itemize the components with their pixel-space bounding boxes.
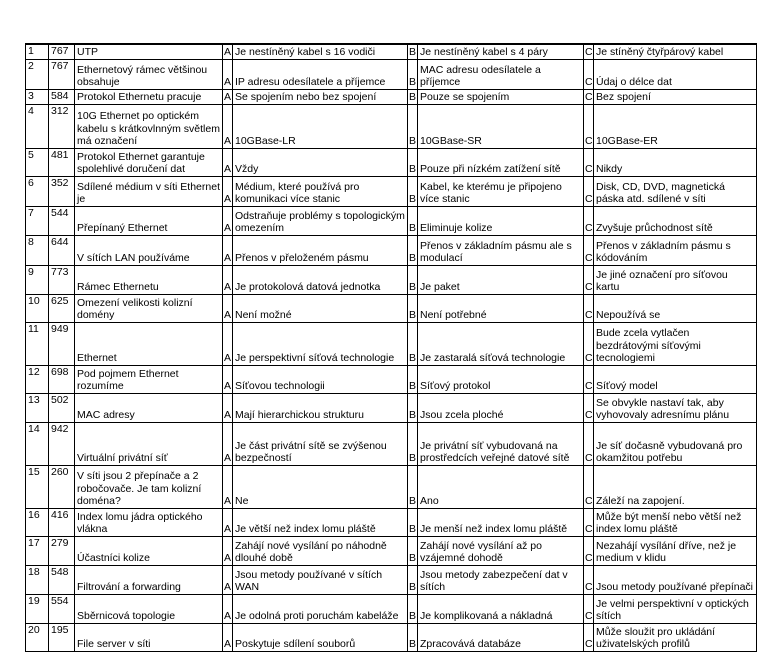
question-text: Rámec Ethernetu (75, 265, 223, 294)
option-letter-a: A (223, 176, 233, 206)
option-letter-a: A (223, 508, 233, 536)
question-text: Přepínaný Ethernet (75, 206, 223, 235)
option-letter-c: C (584, 235, 594, 265)
answer-c: Může sloužit pro ukládání uživatelských profilů (594, 623, 757, 651)
question-text: Ethernet (75, 322, 223, 365)
answer-b: Síťový protokol (418, 365, 584, 393)
option-letter-b: B (409, 91, 417, 103)
quiz-table (25, 43, 757, 652)
option-letter-c: C (584, 565, 594, 594)
question-code: 584 (49, 89, 75, 104)
question-number: 15 (26, 465, 49, 508)
option-letter-c: C (584, 508, 594, 536)
answer-b: MAC adresu odesílatele a příjemce (418, 59, 584, 89)
answer-b: 10GBase-SR (418, 104, 584, 148)
answer-b: Je komplikovaná a nákladná (418, 594, 584, 623)
option-letter-a: A (223, 422, 233, 465)
answer-a: Médium, které používá pro komunikaci více stanic (233, 176, 408, 206)
answer-c: Nepoužívá se (594, 294, 757, 322)
question-row (26, 465, 757, 508)
question-number: 19 (26, 594, 49, 623)
question-code: 942 (49, 422, 75, 465)
option-letter-b: B (408, 104, 418, 148)
option-letter-b: B (409, 46, 417, 58)
question-number: 4 (26, 104, 49, 148)
answer-c: Je jiné označení pro síťovou kartu (594, 265, 757, 294)
answer-c: Je stíněný čtyřpárový kabel (594, 44, 757, 59)
option-letter-a: A (223, 594, 233, 623)
option-letter-c: C (584, 422, 594, 465)
option-letter-c: C (585, 46, 593, 58)
question-number: 6 (26, 176, 49, 206)
question-code: 502 (49, 393, 75, 422)
answer-b: Jsou zcela ploché (418, 393, 584, 422)
option-letter-a: A (224, 46, 232, 58)
answer-c: Údaj o délce dat (594, 59, 757, 89)
question-text: Účastníci kolize (75, 536, 223, 565)
question-code: 644 (49, 235, 75, 265)
option-letter-b: B (408, 508, 418, 536)
option-letter-a: A (223, 148, 233, 176)
question-number: 12 (26, 365, 49, 393)
quiz-body (26, 44, 757, 651)
option-letter-a: A (223, 206, 233, 235)
answer-b: Pouze se spojením (418, 89, 584, 104)
question-row (26, 235, 757, 265)
option-letter-c: C (584, 294, 594, 322)
question-row (26, 393, 757, 422)
question-text: Index lomu jádra optického vlákna (75, 508, 223, 536)
question-code: 195 (49, 623, 75, 651)
answer-c: Bez spojení (594, 89, 757, 104)
question-number: 11 (26, 322, 49, 365)
question-text: 10G Ethernet po optickém kabelu s krátkovlnným světlem má označení (75, 104, 223, 148)
answer-a: Zahájí nové vysílání po náhodně dlouhé době (233, 536, 408, 565)
option-letter-a: A (223, 623, 233, 651)
answer-c: Zvyšuje průchodnost sítě (594, 206, 757, 235)
question-text: Filtrování a forwarding (75, 565, 223, 594)
question-row (26, 44, 757, 59)
question-number: 3 (26, 89, 49, 104)
option-letter-c: C (584, 176, 594, 206)
answer-a: Poskytuje sdílení souborů (233, 623, 408, 651)
option-letter-b: B (408, 565, 418, 594)
answer-a: Vždy (233, 148, 408, 176)
answer-b: Je menší než index lomu pláště (418, 508, 584, 536)
question-code: 544 (49, 206, 75, 235)
option-letter-b: B (408, 235, 418, 265)
question-text: Sběrnicová topologie (75, 594, 223, 623)
question-code: 767 (49, 59, 75, 89)
question-text: Omezení velikosti kolizní domény (75, 294, 223, 322)
option-letter-a: A (223, 322, 233, 365)
option-letter-c: C (584, 623, 594, 651)
option-letter-c: C (584, 206, 594, 235)
question-number: 10 (26, 294, 49, 322)
question-text: MAC adresy (75, 393, 223, 422)
question-text: Sdílené médium v síti Ethernet je (75, 176, 223, 206)
answer-c: Síťový model (594, 365, 757, 393)
option-letter-c: C (584, 594, 594, 623)
option-letter-c: C (584, 322, 594, 365)
answer-a: IP adresu odesílatele a příjemce (233, 59, 408, 89)
question-text: Protokol Ethernetu pracuje (75, 89, 223, 104)
question-row (26, 594, 757, 623)
question-code: 312 (49, 104, 75, 148)
option-letter-b: B (408, 393, 418, 422)
answer-b: Je nestíněný kabel s 4 páry (418, 44, 584, 59)
answer-b: Přenos v základním pásmu ale s modulací (418, 235, 584, 265)
question-text: V sítích LAN používáme (75, 235, 223, 265)
option-letter-c: C (584, 365, 594, 393)
answer-a: Není možné (233, 294, 408, 322)
option-letter-a: A (224, 91, 232, 103)
answer-b: Ano (418, 465, 584, 508)
answer-a: Je větší než index lomu pláště (233, 508, 408, 536)
answer-a: Je perspektivní síťová technologie (233, 322, 408, 365)
option-letter-b: B (408, 623, 418, 651)
answer-c: Je síť dočasně vybudovaná pro okamžitou potřebu (594, 422, 757, 465)
question-row (26, 422, 757, 465)
answer-a: Je část privátní sítě se zvýšenou bezpečností (233, 422, 408, 465)
question-code: 279 (49, 536, 75, 565)
answer-a: Ne (233, 465, 408, 508)
answer-b: Je privátní síť vybudovaná na prostředcích veřejné datové sítě (418, 422, 584, 465)
question-code: 352 (49, 176, 75, 206)
question-number: 7 (26, 206, 49, 235)
question-number: 17 (26, 536, 49, 565)
option-letter-a: A (223, 465, 233, 508)
option-letter-c: C (584, 536, 594, 565)
option-letter-b: B (408, 294, 418, 322)
answer-c: Nikdy (594, 148, 757, 176)
question-number: 5 (26, 148, 49, 176)
question-code: 481 (49, 148, 75, 176)
question-text: UTP (75, 44, 223, 59)
answer-c: Může být menší nebo větší než index lomu pláště (594, 508, 757, 536)
option-letter-c: C (585, 91, 593, 103)
option-letter-b: B (408, 265, 418, 294)
answer-c: Přenos v základním pásmu s kódováním (594, 235, 757, 265)
option-letter-a: A (223, 536, 233, 565)
answer-a: Je nestíněný kabel s 16 vodiči (233, 44, 408, 59)
answer-c: 10GBase-ER (594, 104, 757, 148)
question-number: 9 (26, 265, 49, 294)
option-letter-b: B (408, 422, 418, 465)
option-letter-a: A (223, 104, 233, 148)
question-row (26, 265, 757, 294)
question-code: 548 (49, 565, 75, 594)
question-number: 20 (26, 623, 49, 651)
answer-b: Je paket (418, 265, 584, 294)
answer-c: Nezahájí vysílání dříve, než je medium v klidu (594, 536, 757, 565)
option-letter-c: C (584, 465, 594, 508)
question-row (26, 89, 757, 104)
question-text: Virtuální privátní síť (75, 422, 223, 465)
question-row (26, 322, 757, 365)
question-code: 767 (49, 44, 75, 59)
question-row (26, 59, 757, 89)
answer-c: Bude zcela vytlačen bezdrátovými síťovými tecnologiemi (594, 322, 757, 365)
option-letter-a: A (223, 565, 233, 594)
question-code: 260 (49, 465, 75, 508)
question-code: 625 (49, 294, 75, 322)
answer-c: Je velmi perspektivní v optických sítích (594, 594, 757, 623)
answer-a: Přenos v přeloženém pásmu (233, 235, 408, 265)
question-number: 13 (26, 393, 49, 422)
answer-b: Není potřebné (418, 294, 584, 322)
option-letter-a: A (223, 59, 233, 89)
option-letter-a: A (223, 365, 233, 393)
option-letter-b: B (408, 206, 418, 235)
option-letter-b: B (408, 148, 418, 176)
question-number: 1 (26, 44, 49, 59)
option-letter-a: A (223, 265, 233, 294)
question-row (26, 148, 757, 176)
answer-a: Je protokolová datová jednotka (233, 265, 408, 294)
option-letter-b: B (408, 465, 418, 508)
question-number: 18 (26, 565, 49, 594)
option-letter-b: B (408, 365, 418, 393)
answer-a: Jsou metody používané v sítích WAN (233, 565, 408, 594)
answer-c: Záleží na zapojení. (594, 465, 757, 508)
answer-b: Eliminuje kolize (418, 206, 584, 235)
answer-a: Síťovou technologii (233, 365, 408, 393)
question-number: 2 (26, 59, 49, 89)
question-row (26, 365, 757, 393)
option-letter-c: C (584, 104, 594, 148)
answer-b: Pouze při nízkém zatížení sítě (418, 148, 584, 176)
option-letter-b: B (408, 59, 418, 89)
option-letter-b: B (408, 176, 418, 206)
question-row (26, 536, 757, 565)
question-text: Pod pojmem Ethernet rozumíme (75, 365, 223, 393)
option-letter-a: A (223, 235, 233, 265)
option-letter-a: A (223, 294, 233, 322)
answer-b: Je zastaralá síťová technologie (418, 322, 584, 365)
answer-a: Odstraňuje problémy s topologickým omezením (233, 206, 408, 235)
question-text: Ethernetový rámec většinou obsahuje (75, 59, 223, 89)
question-code: 949 (49, 322, 75, 365)
question-number: 14 (26, 422, 49, 465)
question-number: 16 (26, 508, 49, 536)
question-code: 416 (49, 508, 75, 536)
answer-c: Se obvykle nastaví tak, aby vyhovovaly adresnímu plánu (594, 393, 757, 422)
answer-b: Kabel, ke kterému je připojeno více stanic (418, 176, 584, 206)
answer-c: Jsou metody používané přepínači (594, 565, 757, 594)
question-row (26, 565, 757, 594)
question-code: 554 (49, 594, 75, 623)
question-row (26, 623, 757, 651)
question-row (26, 104, 757, 148)
answer-c: Disk, CD, DVD, magnetická páska atd. sdílené v síti (594, 176, 757, 206)
question-text: Protokol Ethernet garantuje spolehlivé doručení dat (75, 148, 223, 176)
question-code: 773 (49, 265, 75, 294)
option-letter-c: C (584, 265, 594, 294)
question-row (26, 176, 757, 206)
question-row (26, 508, 757, 536)
option-letter-c: C (584, 59, 594, 89)
option-letter-b: B (408, 322, 418, 365)
answer-a: Mají hierarchickou strukturu (233, 393, 408, 422)
option-letter-b: B (408, 536, 418, 565)
question-row (26, 294, 757, 322)
answer-a: 10GBase-LR (233, 104, 408, 148)
question-row (26, 206, 757, 235)
option-letter-a: A (223, 393, 233, 422)
question-text: V síti jsou 2 přepínače a 2 robočovače. Je tam kolizní doména? (75, 465, 223, 508)
question-text: File server v síti (75, 623, 223, 651)
answer-a: Se spojením nebo bez spojení (233, 89, 408, 104)
answer-b: Zpracovává databáze (418, 623, 584, 651)
question-number: 8 (26, 235, 49, 265)
option-letter-b: B (408, 594, 418, 623)
answer-b: Jsou metody zabezpečení dat v sítích (418, 565, 584, 594)
answer-a: Je odolná proti poruchám kabeláže (233, 594, 408, 623)
option-letter-c: C (584, 148, 594, 176)
question-code: 698 (49, 365, 75, 393)
option-letter-c: C (584, 393, 594, 422)
answer-b: Zahájí nové vysílání až po vzájemné dohodě (418, 536, 584, 565)
